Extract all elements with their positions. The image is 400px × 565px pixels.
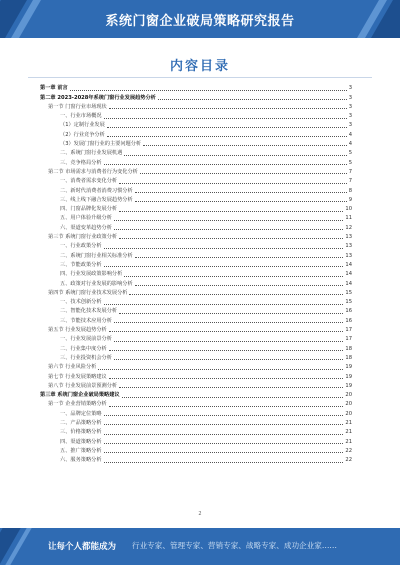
toc-entry-page: 4 bbox=[348, 131, 352, 138]
toc-entry-page: 20 bbox=[345, 392, 352, 399]
toc-entry-label: 三、价格策略分析 bbox=[60, 429, 102, 436]
page-header bbox=[0, 0, 400, 38]
toc-entry-page: 21 bbox=[345, 429, 352, 436]
toc-entry-page: 9 bbox=[348, 196, 352, 203]
toc-entry-page: 11 bbox=[345, 215, 352, 222]
toc-entry-label: 四、行业发展政策影响分析 bbox=[60, 271, 123, 278]
toc-entry-label: 第五节 行业发展趋势分析 bbox=[48, 327, 107, 334]
toc-entry-page: 14 bbox=[345, 261, 352, 268]
toc-entry[interactable] bbox=[40, 186, 352, 195]
toc-entry[interactable] bbox=[40, 363, 352, 372]
toc-entry[interactable] bbox=[40, 326, 352, 335]
toc-leader-dots bbox=[104, 248, 344, 249]
toc-entry-label: 二、产品策略分析 bbox=[60, 419, 102, 426]
footer-slogan-left: 让每个人都能成为 bbox=[48, 542, 117, 552]
toc-entry-label: 一、品牌定位策略 bbox=[60, 410, 102, 417]
toc-leader-dots bbox=[104, 434, 344, 435]
toc-entry-page: 19 bbox=[345, 382, 352, 389]
toc-entry-page: 19 bbox=[345, 364, 352, 371]
toc-entry-label: 第二节 市场需求与消费者行为变化分析 bbox=[48, 168, 138, 175]
toc-entry[interactable] bbox=[40, 103, 352, 112]
toc-entry-page: 3 bbox=[348, 94, 352, 101]
table-of-contents bbox=[40, 84, 352, 465]
toc-entry[interactable] bbox=[40, 233, 352, 242]
toc-leader-dots bbox=[104, 118, 347, 119]
toc-entry-label: 五、用户体验升级分析 bbox=[60, 215, 112, 222]
toc-entry[interactable] bbox=[40, 223, 352, 232]
toc-leader-dots bbox=[70, 90, 347, 91]
toc-entry[interactable] bbox=[40, 149, 352, 158]
toc-leader-dots bbox=[114, 220, 344, 221]
toc-entry-label: 二、行业集中度分析 bbox=[60, 345, 107, 352]
toc-entry-page: 14 bbox=[345, 271, 352, 278]
toc-leader-dots bbox=[135, 257, 344, 258]
toc-entry-label: 四、门窗品牌化发展分析 bbox=[60, 206, 118, 213]
toc-entry-page: 3 bbox=[348, 103, 352, 110]
toc-entry-page: 20 bbox=[345, 401, 352, 408]
toc-entry-label: 三、节能政策分析 bbox=[60, 261, 102, 268]
toc-entry[interactable] bbox=[40, 177, 352, 186]
toc-entry[interactable] bbox=[40, 447, 352, 456]
toc-entry[interactable] bbox=[40, 456, 352, 465]
toc-entry[interactable] bbox=[40, 270, 352, 279]
toc-entry-page: 17 bbox=[345, 327, 352, 334]
toc-entry-page: 18 bbox=[345, 354, 352, 361]
toc-entry[interactable] bbox=[40, 382, 352, 391]
toc-entry-page: 13 bbox=[345, 243, 352, 250]
toc-entry[interactable] bbox=[40, 391, 352, 400]
toc-entry-label: 一、技术创新分析 bbox=[60, 299, 102, 306]
toc-leader-dots bbox=[119, 387, 343, 388]
toc-entry-label: （1）定制行业发展 bbox=[60, 122, 105, 129]
toc-entry-page: 4 bbox=[348, 141, 352, 148]
toc-entry[interactable] bbox=[40, 298, 352, 307]
toc-entry-label: 第三节 系统门窗行业政策分析 bbox=[48, 234, 118, 241]
toc-leader-dots bbox=[119, 211, 343, 212]
toc-entry-label: 第三章 系统门窗企业破局策略建议 bbox=[40, 392, 120, 399]
toc-entry-label: 四、渠道策略分析 bbox=[60, 438, 102, 445]
toc-entry-page: 21 bbox=[345, 438, 352, 445]
toc-leader-dots bbox=[104, 304, 344, 305]
toc-entry[interactable] bbox=[40, 279, 352, 288]
toc-leader-dots bbox=[104, 452, 344, 453]
toc-entry[interactable] bbox=[40, 93, 352, 102]
toc-entry-label: 六、渠道变革趋势分析 bbox=[60, 224, 112, 231]
toc-entry[interactable] bbox=[40, 335, 352, 344]
toc-leader-dots bbox=[114, 229, 344, 230]
toc-entry-label: 一、行业发展前景分析 bbox=[60, 336, 112, 343]
toc-leader-dots bbox=[104, 164, 347, 165]
toc-entry[interactable] bbox=[40, 214, 352, 223]
toc-entry[interactable] bbox=[40, 112, 352, 121]
toc-entry[interactable] bbox=[40, 205, 352, 214]
toc-entry-label: 一、消费者需求变化分析 bbox=[60, 178, 118, 185]
toc-leader-dots bbox=[104, 462, 344, 463]
toc-entry[interactable] bbox=[40, 372, 352, 381]
toc-entry-page: 13 bbox=[345, 252, 352, 259]
toc-entry-page: 17 bbox=[345, 336, 352, 343]
toc-leader-dots bbox=[107, 136, 347, 137]
toc-leader-dots bbox=[124, 276, 343, 277]
toc-entry-page: 16 bbox=[345, 308, 352, 315]
toc-entry-page: 20 bbox=[345, 410, 352, 417]
toc-entry[interactable] bbox=[40, 409, 352, 418]
toc-leader-dots bbox=[122, 397, 344, 398]
toc-entry-page: 15 bbox=[345, 299, 352, 306]
toc-entry-page: 15 bbox=[345, 289, 352, 296]
toc-entry[interactable] bbox=[40, 428, 352, 437]
toc-leader-dots bbox=[124, 155, 346, 156]
toc-entry[interactable] bbox=[40, 344, 352, 353]
toc-entry[interactable] bbox=[40, 158, 352, 167]
toc-entry-label: 三、行业投资机会分析 bbox=[60, 354, 112, 361]
toc-heading: 内容目录 bbox=[169, 59, 230, 74]
toc-leader-dots bbox=[143, 145, 347, 146]
toc-entry-page: 3 bbox=[348, 85, 352, 92]
toc-entry[interactable] bbox=[40, 261, 352, 270]
toc-leader-dots bbox=[109, 378, 344, 379]
toc-leader-dots bbox=[104, 266, 344, 267]
toc-leader-dots bbox=[158, 99, 347, 100]
toc-entry[interactable] bbox=[40, 130, 352, 139]
footer-slogan-right: 行业专家、管理专家、营销专家、战略专家、成功企业家…… bbox=[132, 541, 338, 550]
toc-entry-label: 第一章 前言 bbox=[40, 85, 68, 92]
toc-leader-dots bbox=[114, 322, 344, 323]
toc-entry[interactable] bbox=[40, 316, 352, 325]
toc-entry-label: 二、智能化技术发展分析 bbox=[60, 308, 118, 315]
toc-entry-label: 五、推广策略分析 bbox=[60, 447, 102, 454]
report-title: 系统门窗企业破局策略研究报告 bbox=[105, 14, 295, 29]
toc-leader-dots bbox=[119, 183, 347, 184]
toc-divider bbox=[28, 77, 372, 78]
toc-leader-dots bbox=[119, 313, 343, 314]
toc-leader-dots bbox=[104, 443, 344, 444]
toc-entry-page: 16 bbox=[345, 317, 352, 324]
toc-entry-label: 三、线上线下融合发展趋势分析 bbox=[60, 196, 133, 203]
toc-entry-label: 第八节 行业发展前景预测分析 bbox=[48, 382, 118, 389]
toc-leader-dots bbox=[135, 192, 347, 193]
toc-entry[interactable] bbox=[40, 289, 352, 298]
toc-leader-dots bbox=[109, 108, 347, 109]
toc-entry-label: 第一节 门窗行业市场现状 bbox=[48, 103, 107, 110]
toc-entry[interactable] bbox=[40, 168, 352, 177]
toc-entry[interactable] bbox=[40, 84, 352, 93]
toc-leader-dots bbox=[98, 369, 343, 370]
toc-leader-dots bbox=[114, 341, 344, 342]
toc-entry-page: 12 bbox=[345, 224, 352, 231]
toc-leader-dots bbox=[109, 331, 344, 332]
toc-entry-page: 13 bbox=[345, 234, 352, 241]
toc-entry[interactable] bbox=[40, 419, 352, 428]
toc-leader-dots bbox=[119, 238, 343, 239]
toc-entry-label: 第二章 2023-2028年系统门窗行业发展趋势分析 bbox=[40, 94, 156, 101]
toc-entry-page: 21 bbox=[345, 419, 352, 426]
toc-entry-page: 19 bbox=[345, 373, 352, 380]
toc-entry-label: 第四节 系统门窗行业技术发展分析 bbox=[48, 289, 128, 296]
toc-leader-dots bbox=[140, 173, 347, 174]
toc-entry-label: 第六节 行业风险分析 bbox=[48, 364, 97, 371]
page-footer bbox=[0, 528, 400, 565]
toc-entry[interactable] bbox=[40, 140, 352, 149]
toc-entry-page: 7 bbox=[348, 168, 352, 175]
toc-leader-dots bbox=[107, 127, 347, 128]
toc-entry-page: 10 bbox=[345, 206, 352, 213]
toc-entry-label: 二、新时代消费者消费习惯分析 bbox=[60, 187, 133, 194]
toc-entry[interactable] bbox=[40, 121, 352, 130]
toc-entry-label: 五、政策对行业发展的影响分析 bbox=[60, 280, 133, 287]
toc-entry-page: 22 bbox=[345, 447, 352, 454]
toc-leader-dots bbox=[104, 415, 344, 416]
toc-leader-dots bbox=[109, 406, 344, 407]
toc-leader-dots bbox=[109, 350, 344, 351]
toc-entry-label: 三、竞争格局分析 bbox=[60, 159, 102, 166]
toc-leader-dots bbox=[135, 201, 347, 202]
toc-entry[interactable] bbox=[40, 400, 352, 409]
toc-entry-label: 第七节 行业发展策略建议 bbox=[48, 373, 107, 380]
toc-entry-page: 7 bbox=[348, 178, 352, 185]
toc-entry-page: 14 bbox=[345, 280, 352, 287]
toc-entry-page: 5 bbox=[348, 150, 352, 157]
toc-entry-label: 一、行业政策分析 bbox=[60, 243, 102, 250]
toc-entry-label: 第一节 企业营销策略分析 bbox=[48, 401, 107, 408]
toc-leader-dots bbox=[104, 424, 344, 425]
toc-entry-label: （3）发展门窗行业的主要问题分析 bbox=[60, 141, 142, 148]
toc-entry[interactable] bbox=[40, 307, 352, 316]
toc-entry-page: 22 bbox=[345, 457, 352, 464]
toc-entry-label: 六、服务策略分析 bbox=[60, 457, 102, 464]
toc-entry[interactable] bbox=[40, 251, 352, 260]
toc-entry[interactable] bbox=[40, 437, 352, 446]
toc-entry[interactable] bbox=[40, 242, 352, 251]
toc-entry-page: 5 bbox=[348, 159, 352, 166]
toc-entry-label: 三、节能技术应用分析 bbox=[60, 317, 112, 324]
toc-entry-label: 二、系统门窗行业相关标准分析 bbox=[60, 252, 133, 259]
toc-entry-page: 3 bbox=[348, 122, 352, 129]
toc-entry[interactable] bbox=[40, 354, 352, 363]
toc-entry-page: 18 bbox=[345, 345, 352, 352]
toc-entry-label: 二、系统门窗行业发展机遇 bbox=[60, 150, 123, 157]
toc-entry-page: 8 bbox=[348, 187, 352, 194]
toc-entry-page: 3 bbox=[348, 113, 352, 120]
toc-entry[interactable] bbox=[40, 196, 352, 205]
toc-leader-dots bbox=[114, 359, 344, 360]
toc-entry-label: 一、行业市场概况 bbox=[60, 113, 102, 120]
toc-leader-dots bbox=[129, 294, 343, 295]
toc-leader-dots bbox=[135, 285, 344, 286]
toc-entry-label: （2）行业竞争分析 bbox=[60, 131, 105, 138]
page-number: 2 bbox=[198, 511, 202, 517]
